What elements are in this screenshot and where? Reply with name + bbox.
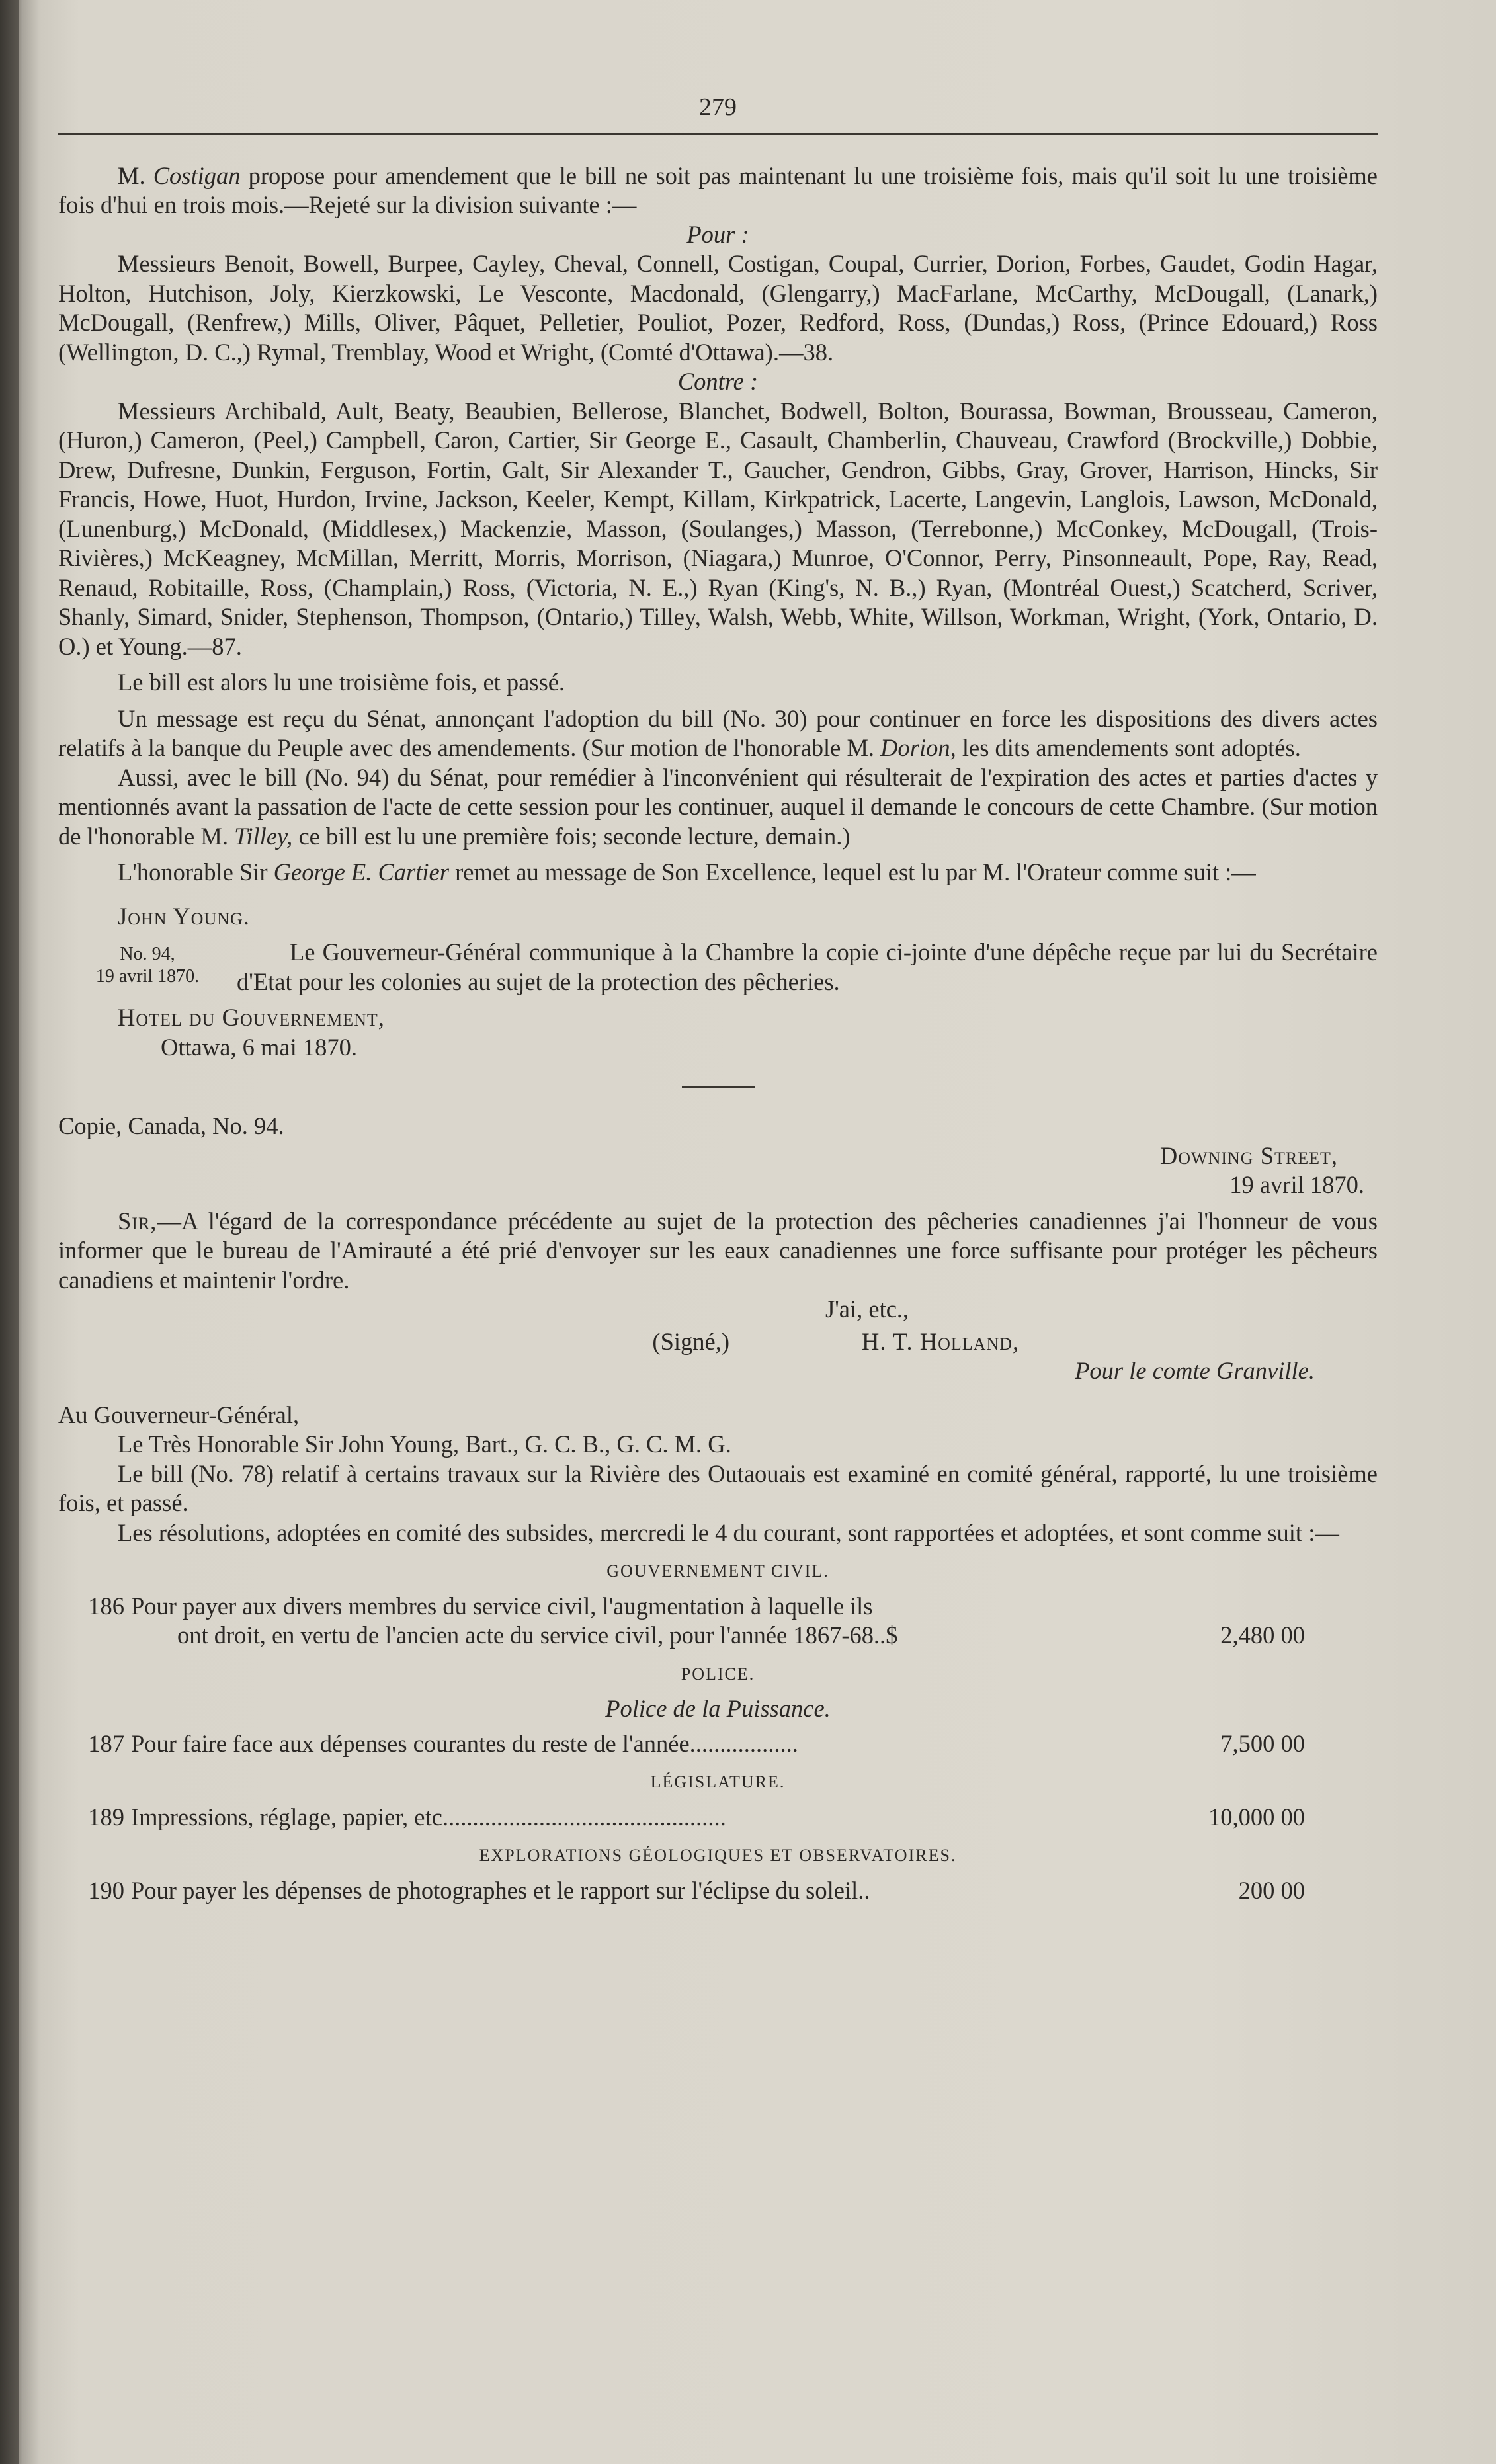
- section-explorations: EXPLORATIONS GÉOLOGIQUES ET OBSERVATOIRES.: [479, 1846, 957, 1865]
- resolutions-paragraph: Les résolutions, adoptées en comité des subsides, mercredi le 4 du courant, sont rapportées et adoptées, et sont comme suit :—: [118, 1518, 1339, 1546]
- copie-line: Copie, Canada, No. 94.: [58, 1112, 284, 1139]
- item-amount: 2,480 00: [1220, 1622, 1305, 1649]
- item-num: 187: [88, 1729, 124, 1757]
- aussi-paragraph: [58, 763, 1378, 852]
- aussi-name: Tilley,: [234, 822, 293, 850]
- amendment-name: Costigan: [153, 161, 241, 189]
- item-line2: ont droit, en vertu de l'ancien acte du service civil, pour l'année 1867-68..$: [177, 1622, 898, 1649]
- side-note: [58, 938, 237, 988]
- message-paragraph: [58, 704, 1378, 763]
- item-amount: 10,000 00: [1208, 1803, 1305, 1830]
- governor-message: [58, 938, 1378, 997]
- book-spine-shadow: [0, 0, 19, 2464]
- aussi-text: Aussi, avec le bill (No. 94) du Sénat, pour remédier à l'inconvénient qui résulterait de l'expiration des actes et parties d'actes y mentionnés avant la passation de l'acte de cette session pour les continuer, auquel il demande le concours de cette Chambre. (Sur motion de l'honorable M.: [58, 763, 1378, 850]
- side-note-line2: 19 avril 1870.: [95, 966, 200, 987]
- item-line1: Pour payer aux divers membres du service civil, l'augmentation à laquelle ils: [131, 1592, 873, 1620]
- downing-date: 19 avril 1870.: [1229, 1171, 1364, 1198]
- item-num: 186: [88, 1592, 124, 1620]
- aussi-tail: ce bill est lu une première fois; seconde lecture, demain.): [292, 822, 851, 850]
- item-desc: Pour payer les dépenses de photographes et le rapport sur l'éclipse du soleil..: [131, 1876, 870, 1904]
- side-note-line1: No. 94,: [120, 944, 175, 964]
- item-num: 189: [88, 1803, 124, 1830]
- pour-le-comte: Pour le comte Granville.: [1075, 1357, 1315, 1384]
- message-name: Dorion,: [880, 734, 956, 761]
- signe: (Signé,): [652, 1327, 729, 1355]
- item-190: [58, 1876, 1378, 1906]
- item-desc: Impressions, réglage, papier, etc...............................................: [131, 1803, 726, 1830]
- cartier-tail: remet au message de Son Excellence, lequel est lu par M. l'Orateur comme suit :—: [448, 858, 1256, 885]
- message-tail: les dits amendements sont adoptés.: [956, 734, 1301, 761]
- amendment-paragraph: [58, 161, 1378, 220]
- section-civil: GOUVERNEMENT CIVIL.: [606, 1561, 829, 1581]
- item-amount: 200 00: [1238, 1876, 1305, 1904]
- item-187: [58, 1729, 1378, 1759]
- header-rule: [58, 133, 1378, 135]
- holland-signature: H. T. Holland,: [862, 1327, 1020, 1355]
- amendment-text: propose pour amendement que le bill ne soit pas maintenant lu une troisième fois, mais qu'il soit lu une troisième fois d'hui en trois mois.—Rejeté sur la division suivante :—: [58, 161, 1378, 218]
- cartier-lead: L'honorable Sir: [118, 858, 274, 885]
- journal-text: [58, 93, 1378, 1910]
- item-186: [58, 1592, 1378, 1651]
- gg-message-text: Le Gouverneur-Général communique à la Chambre la copie ci-jointe d'une dépêche reçue par lui du Secrétaire d'Etat pour les colonies au sujet de la protection des pêcheries.: [237, 938, 1378, 995]
- cartier-name: George E. Cartier: [273, 858, 449, 885]
- sir-paragraph: [58, 1207, 1378, 1295]
- message-text: Un message est reçu du Sénat, annonçant l'adoption du bill (No. 30) pour continuer en force les dispositions des divers actes relatifs à la banque du Peuple avec des amendements. (Sur motion de l'honorable M.: [58, 704, 1378, 761]
- item-189: [58, 1803, 1378, 1832]
- item-desc: Pour faire face aux dépenses courantes du reste de l'année..................: [131, 1729, 798, 1757]
- jai-etc: J'ai, etc.,: [825, 1295, 909, 1323]
- amendment-lead: M.: [118, 161, 153, 189]
- hotel-gouvernement: Hotel du Gouvernement,: [118, 1004, 385, 1031]
- pour-heading: Pour :: [686, 220, 749, 248]
- section-divider: [682, 1086, 755, 1088]
- pour-list: Messieurs Benoit, Bowell, Burpee, Cayley, Cheval, Connell, Costigan, Coupal, Currier, Dorion, Forbes, Gaudet, Godin Hagar, Holton, Hutchison, Joly, Kierzkowski, Le Vesconte, Macdonald, (Glengarry,) MacFarlane, McCarthy, McDougall, (Lanark,) McDougall, (Renfrew,) Mills, Oliver, Pâquet, Pelletier, Pouliot, Pozer, Redford, Ross, (Dundas,) Ross, (Prince Edouard,) Ross (Wellington, D. C.,) Rymal, Tremblay, Wood et Wright, (Comté d'Ottawa).—38.: [58, 250, 1378, 366]
- contre-heading: Contre :: [677, 368, 759, 395]
- contre-list: Messieurs Archibald, Ault, Beaty, Beaubien, Bellerose, Blanchet, Bodwell, Bolton, Bourassa, Bowman, Brousseau, Cameron, (Huron,) Cameron, (Peel,) Campbell, Caron, Cartier, Sir George E., Casault, Chamberlin, Chauveau, Crawford (Brockville,) Dobbie, Drew, Dufresne, Dunkin, Ferguson, Fortin, Galt, Sir Alexander T., Gaucher, Gendron, Gibbs, Gray, Grover, Harrison, Hincks, Sir Francis, Howe, Huot, Hurdon, Irvine, Jackson, Keeler, Kempt, Killam, Kirkpatrick, Lacerte, Langevin, Langlois, Lawson, McDonald, (Lunenburg,) McDonald, (Middlesex,) Mackenzie, Masson, (Soulanges,) Masson, (Terrebonne,) McConkey, McDougall, (Trois-Rivières,) McKeagney, McMillan, Merritt, Morris, Morrison, (Niagara,) Munroe, O'Connor, Perry, Pinsonneault, Pope, Ray, Read, Renaud, Robitaille, Ross, (Champlain,) Ross, (Victoria, N. E.,) Ryan (King's, N. B.,) Ryan, (Montréal Ouest,) Scatcherd, Scriver, Shanly, Simard, Snider, Stephenson, Thompson, (Ontario,) Tilley, Walsh, Webb, White, Willson, Workman, Wright, (York, Ontario, D. O.) et Young.—87.: [58, 397, 1378, 660]
- cartier-paragraph: [58, 858, 1378, 887]
- item-desc: [131, 1592, 1173, 1651]
- item-num: 190: [88, 1876, 124, 1904]
- third-reading: Le bill est alors lu une troisième fois, et passé.: [118, 669, 565, 696]
- sir-lead: Sir,: [118, 1207, 157, 1235]
- bill78-paragraph: Le bill (No. 78) relatif à certains travaux sur la Rivière des Outaouais est examiné en comité général, rapporté, lu une troisième fois, et passé.: [58, 1459, 1378, 1516]
- page-number: 279: [699, 93, 737, 121]
- section-police-sub: Police de la Puissance.: [605, 1695, 831, 1722]
- au-gouverneur: Au Gouverneur-Général,: [58, 1401, 300, 1428]
- section-police: POLICE.: [681, 1664, 755, 1684]
- sir-text: —A l'égard de la correspondance précédente au sujet de la protection des pêcheries canadiennes j'ai l'honneur de vous informer que le bureau de l'Amirauté a été prié d'envoyer sur les eaux canadiennes une force suffisante pour protéger les pêcheurs canadiens et maintenir l'ordre.: [58, 1207, 1378, 1294]
- ottawa-date: Ottawa, 6 mai 1870.: [161, 1033, 358, 1061]
- tres-honorable: Le Très Honorable Sir John Young, Bart., G. C. B., G. C. M. G.: [118, 1430, 731, 1458]
- signature-young: John Young.: [118, 902, 250, 930]
- section-legislature: LÉGISLATURE.: [650, 1772, 786, 1791]
- downing-street: Downing Street,: [1159, 1141, 1338, 1169]
- signature-row: [58, 1327, 1378, 1357]
- item-amount: 7,500 00: [1220, 1729, 1305, 1757]
